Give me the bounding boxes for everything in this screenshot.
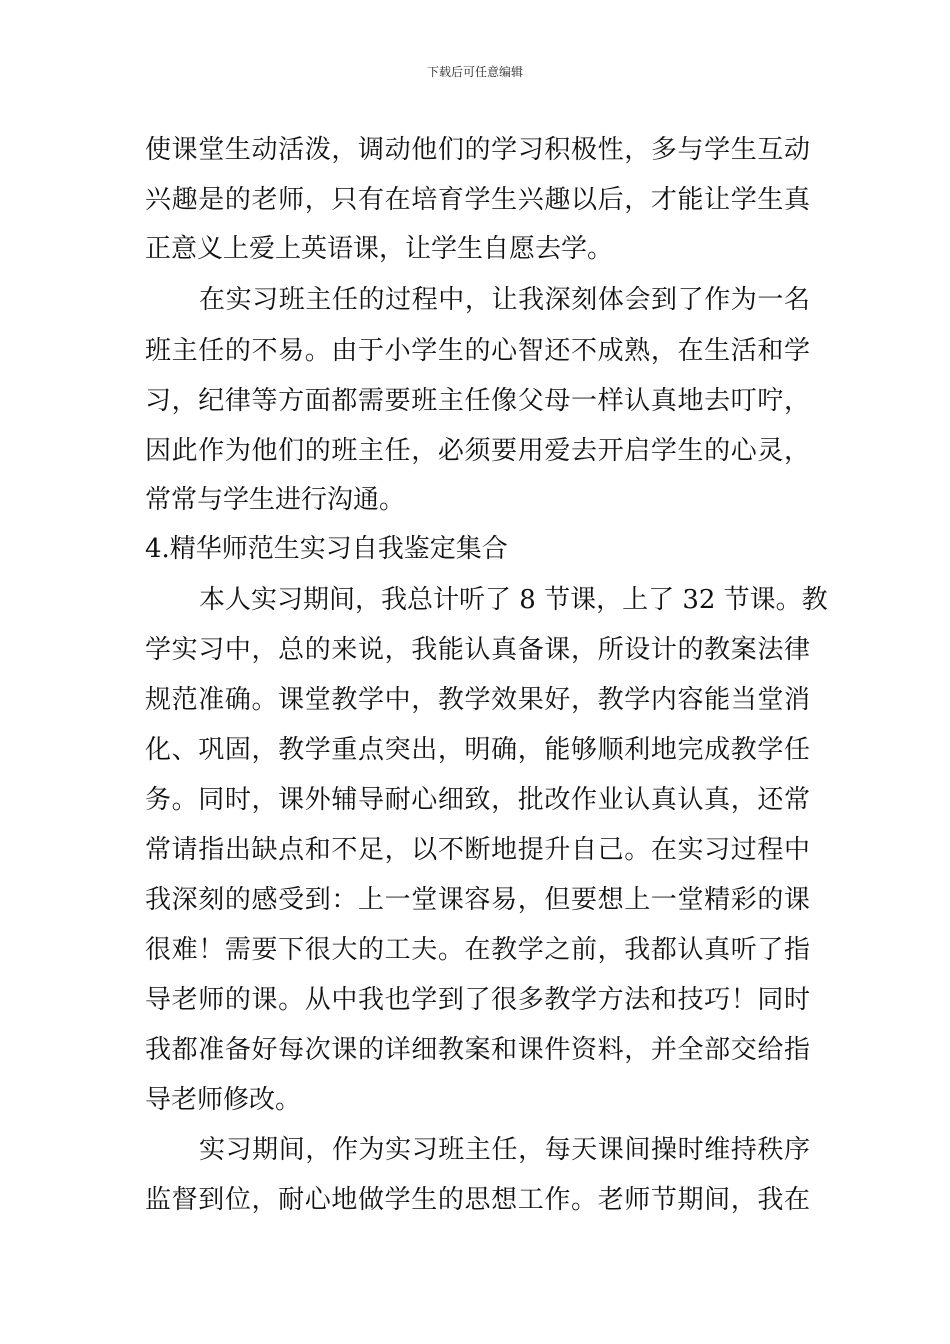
body-line: 学实习中，总的来说，我能认真备课，所设计的教案法律 <box>145 635 810 665</box>
body-line: 班主任的不易。由于小学生的心智还不成熟，在生活和学 <box>145 336 810 366</box>
body-line: 兴趣是的老师，只有在培育学生兴趣以后，才能让学生真 <box>145 185 810 215</box>
body-line: 很难！需要下很大的工夫。在教学之前，我都认真听了指 <box>145 935 810 965</box>
body-line: 使课堂生动活泼，调动他们的学习积极性，多与学生互动 <box>145 135 810 165</box>
body-line: 监督到位，耐心地做学生的思想工作。老师节期间，我在 <box>145 1185 810 1215</box>
body-line: 常请指出缺点和不足，以不断地提升自己。在实习过程中 <box>145 835 810 865</box>
page-header: 下载后可任意编辑 <box>426 65 523 79</box>
body-line: 习，纪律等方面都需要班主任像父母一样认真地去叮咛， <box>145 386 810 416</box>
body-line: 务。同时，课外辅导耐心细致，批改作业认真认真，还常 <box>145 785 810 815</box>
body-line: 导老师修改。 <box>145 1085 302 1115</box>
body-line: 我深刻的感受到：上一堂课容易，但要想上一堂精彩的课 <box>145 885 810 915</box>
body-line: 常常与学生进行沟通。 <box>145 485 406 515</box>
body-line: 导老师的课。从中我也学到了很多教学方法和技巧！同时 <box>145 985 810 1015</box>
body-line: 正意义上爱上英语课，让学生自愿去学。 <box>145 234 614 264</box>
body-line: 规范准确。课堂教学中，教学效果好，教学内容能当堂消 <box>145 685 810 715</box>
body-line: 我都准备好每次课的详细教案和课件资料，并全部交给指 <box>145 1035 810 1065</box>
body-line: 在实习班主任的过程中，让我深刻体会到了作为一名 <box>199 285 810 315</box>
body-line: 实习期间，作为实习班主任，每天课间操时维持秩序 <box>199 1135 810 1165</box>
body-line: 因此作为他们的班主任，必须要用爱去开启学生的心灵， <box>145 436 810 466</box>
body-line: 化、巩固，教学重点突出，明确，能够顺利地完成教学任 <box>145 735 810 765</box>
body-line: 本人实习期间，我总计听了 8 节课，上了 32 节课。教 <box>199 585 828 615</box>
section-heading: 4.精华师范生实习自我鉴定集合 <box>145 534 508 564</box>
